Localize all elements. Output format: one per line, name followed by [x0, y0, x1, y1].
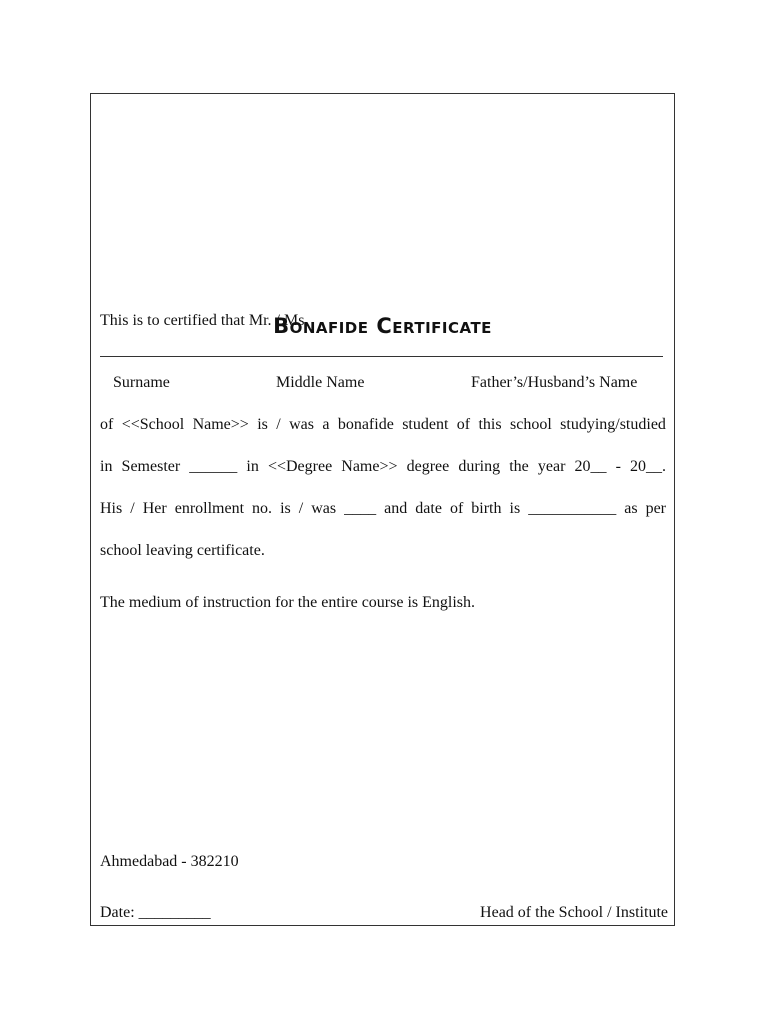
word: birth [471, 500, 502, 517]
word: is [257, 416, 268, 433]
name-blank-line [100, 356, 663, 357]
medium-of-instruction: The medium of instruction for the entire course is English. [100, 594, 476, 611]
word: date [415, 500, 442, 517]
word: <<Degree [267, 458, 333, 475]
certificate-frame [90, 93, 675, 926]
word: was [311, 500, 337, 517]
word: enrollment [174, 500, 245, 517]
word: of [100, 416, 114, 433]
word: during [458, 458, 501, 475]
word: of [456, 416, 471, 433]
word: ______ [189, 458, 238, 475]
father-husband-name-label: Father’s/Husband’s Name [471, 374, 638, 391]
word: year [537, 458, 566, 475]
word: degree [406, 458, 450, 475]
date-label: Date: _________ [100, 904, 211, 921]
word: a [322, 416, 330, 433]
word: <<School [121, 416, 185, 433]
word: ___________ [528, 500, 617, 517]
certificate-title: Bonafide Certificate [273, 314, 492, 338]
intro-text: This is to certified that Mr. / Ms. [100, 312, 309, 329]
word: and [384, 500, 408, 517]
word: of [449, 500, 464, 517]
word: in [246, 458, 259, 475]
word: / [276, 416, 281, 433]
word: His [100, 500, 123, 517]
place-text: Ahmedabad - 382210 [100, 853, 239, 870]
footer-row [100, 904, 668, 922]
name-labels [91, 374, 676, 396]
word: 20__. [630, 458, 666, 475]
middle-name-label: Middle Name [276, 374, 365, 391]
surname-label: Surname [113, 374, 170, 391]
word: this [478, 416, 502, 433]
word: - [615, 458, 621, 475]
word: studying/studied [560, 416, 666, 433]
word: no. [252, 500, 273, 517]
body-line-school [100, 416, 666, 434]
word: bonafide [337, 416, 394, 433]
body-line-leaving: school leaving certificate. [100, 542, 265, 559]
word: Her [142, 500, 167, 517]
body-line-enrollment [100, 500, 666, 518]
word: Semester [121, 458, 181, 475]
word: as [624, 500, 638, 517]
word: was [289, 416, 314, 433]
word: Name>> [192, 416, 249, 433]
body-line-semester [100, 458, 666, 476]
word: school [509, 416, 552, 433]
word: student [402, 416, 449, 433]
word: is [509, 500, 521, 517]
word: is [280, 500, 291, 517]
word: per [645, 500, 666, 517]
signatory-label: Head of the School / Institute [480, 904, 668, 921]
word: Name>> [341, 458, 398, 475]
word: / [130, 500, 135, 517]
word: the [509, 458, 529, 475]
word: in [100, 458, 113, 475]
word: 20__ [574, 458, 607, 475]
word: ____ [344, 500, 377, 517]
word: / [298, 500, 304, 517]
